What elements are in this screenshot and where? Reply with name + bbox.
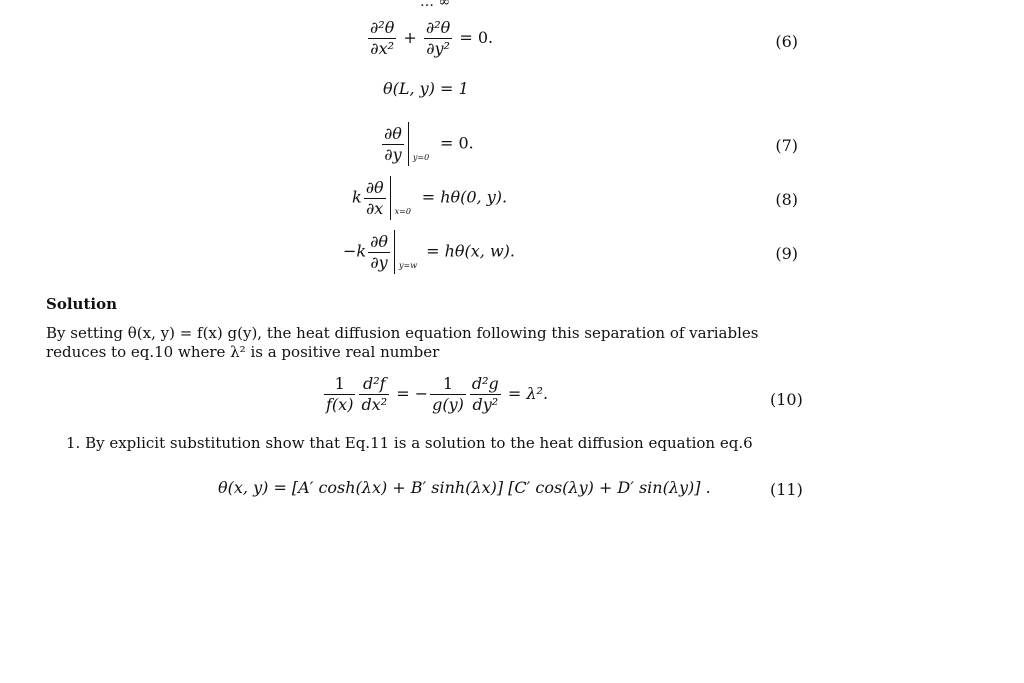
equation-rhs: = hθ(x, w).: [426, 241, 515, 261]
numerator: 1: [324, 376, 355, 395]
equation-number: (9): [775, 244, 798, 263]
equals-minus: = −: [396, 384, 429, 403]
denominator: ∂x²: [370, 39, 395, 58]
denominator: ∂y: [370, 252, 388, 272]
denominator: ∂x: [366, 198, 384, 218]
numerator: ∂²θ: [370, 18, 395, 37]
equation-rhs: = hθ(0, y).: [421, 187, 508, 207]
numerator: ∂²θ: [425, 18, 451, 37]
denominator: dx²: [361, 395, 388, 414]
evaluation-subscript: x=0: [394, 207, 411, 216]
fraction-one-over-f: [324, 376, 355, 413]
boundary-condition-L: θ(L, y) = 1: [383, 79, 469, 98]
numerator: d²g: [471, 374, 499, 393]
list-item: 1. By explicit substitution show that Eq.11 is a solution to the heat diffusion equation eq.6: [66, 434, 753, 452]
fraction-dtheta-dy: [382, 123, 404, 164]
fraction-d2theta-dy2: [424, 20, 452, 57]
solution-paragraph: By setting θ(x, y) = f(x) g(y), the heat diffusion equation following this separation of variables reduces to eq.10 where λ² is a positive real number: [46, 324, 759, 361]
fraction-d2theta-dx2: [368, 20, 396, 57]
fraction-one-over-g: [430, 376, 466, 413]
numerator: ∂θ: [384, 123, 402, 143]
equation-10: [322, 376, 548, 413]
denominator: ∂y²: [426, 39, 450, 58]
evaluation-bar: [408, 122, 435, 166]
numerator: 1: [430, 376, 466, 395]
equation-number: (7): [775, 136, 798, 155]
numerator: d²f: [359, 376, 389, 395]
equation-number: (11): [770, 480, 803, 499]
top-equation-fragment: … ∞: [420, 0, 451, 10]
fraction-dtheta-dx: [364, 177, 386, 218]
section-heading: Solution: [46, 295, 117, 313]
equation-8: [352, 176, 507, 220]
equation-rhs: = λ².: [507, 384, 549, 403]
denominator: g(y): [432, 395, 464, 414]
evaluation-bar: [390, 176, 417, 220]
equation-7: [380, 122, 474, 166]
equation-number: (10): [770, 390, 803, 409]
equation-11: θ(x, y) = [A′ cosh(λx) + B′ sinh(λx)] [C′ cos(λy) + D′ sin(λy)] .: [218, 478, 711, 497]
equation-rhs: = 0.: [440, 133, 474, 153]
fraction-d2f-dx2: [359, 376, 389, 413]
fraction-d2g-dy2: [470, 376, 501, 413]
plus-sign: +: [403, 28, 417, 47]
denominator: f(x): [326, 395, 354, 414]
equation-9: [343, 230, 515, 274]
equation-6: [366, 20, 493, 57]
numerator: ∂θ: [365, 177, 384, 197]
denominator: dy²: [472, 395, 499, 414]
coefficient: k: [352, 187, 362, 207]
evaluation-subscript: y=0: [412, 153, 430, 162]
numerator: ∂θ: [370, 231, 389, 251]
evaluation-subscript: y=w: [399, 261, 418, 270]
denominator: ∂y: [384, 144, 402, 164]
coefficient: −k: [343, 241, 367, 261]
equation-number: (8): [775, 190, 798, 209]
evaluation-bar: [394, 230, 421, 274]
equation-rhs: = 0.: [459, 28, 494, 47]
fraction-dtheta-dy: [368, 231, 390, 272]
equation-number: (6): [775, 32, 798, 51]
